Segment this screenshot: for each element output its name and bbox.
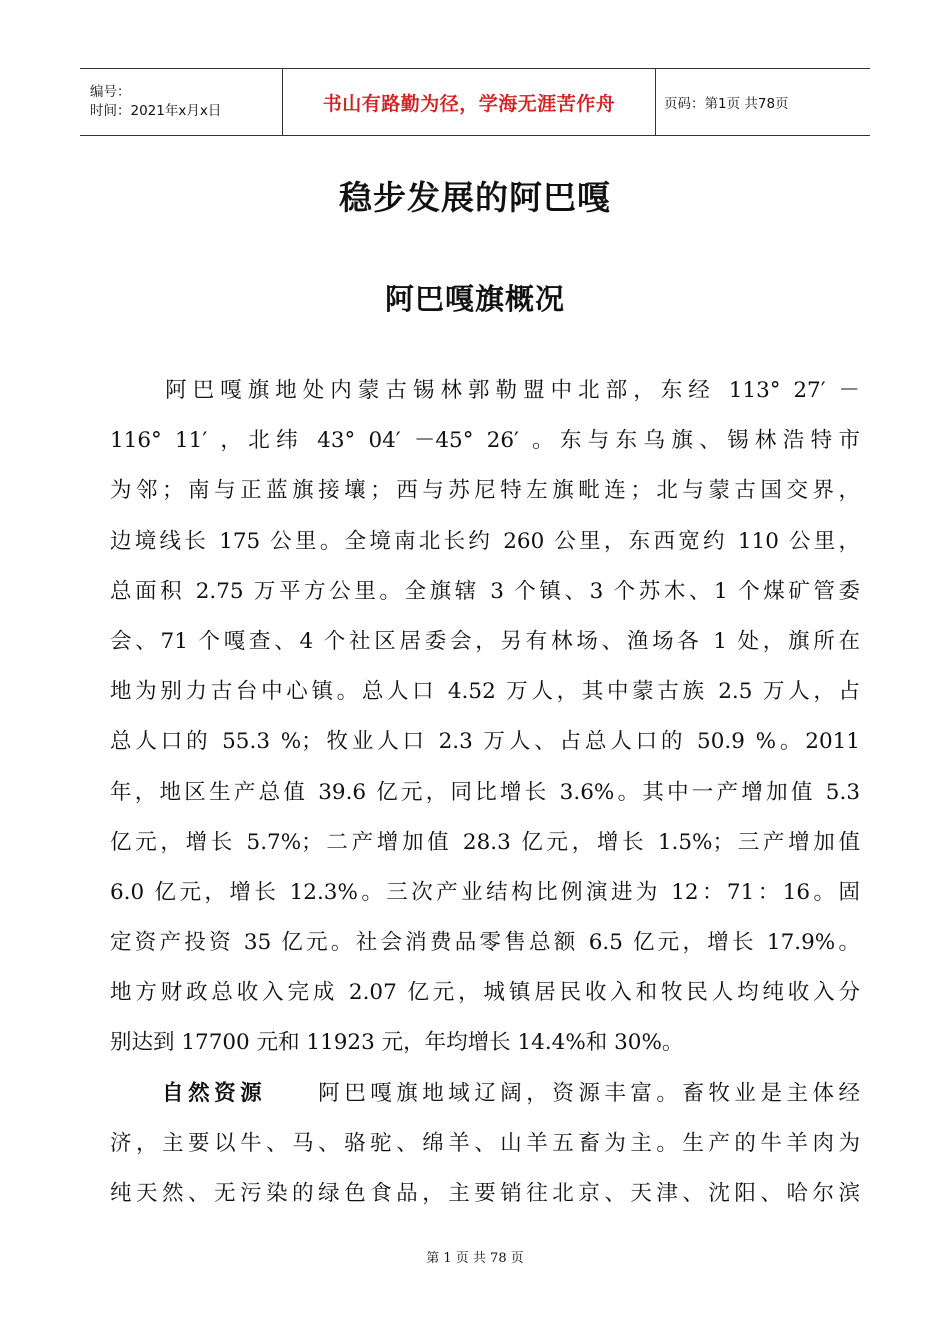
- page-footer: 第 1 页 共 78 页: [426, 1251, 524, 1266]
- body-line: 总面积 2.75 万平方公里。全旗辖 3 个镇、3 个苏木、1 个煤矿管委: [110, 578, 860, 604]
- document-title: 稳步发展的阿巴嘎: [339, 178, 611, 217]
- section2-heading: 自然资源: [162, 1080, 267, 1106]
- page-info-text: 页码：第1页 共78页: [664, 96, 789, 112]
- section-title: 阿巴嘎旗概况: [384, 282, 565, 316]
- number-label: 编号：: [90, 84, 131, 100]
- body-line: 总人口的 55.3 %；牧业人口 2.3 万人、占总人口的 50.9 %。2011: [110, 729, 860, 755]
- motto-text: 书山有路勤为径，学海无涯苦作舟: [322, 92, 616, 115]
- body-line: 6.0 亿元，增长 12.3%。三次产业结构比例演进为 12：71：16。固: [110, 879, 860, 905]
- body-line: 116° 11′ ，北纬 43° 04′ －45° 26′ 。东与东乌旗、锡林浩特市: [110, 428, 860, 454]
- body-line: 济，主要以牛、马、骆驼、绵羊、山羊五畜为主。生产的牛羊肉为: [110, 1130, 860, 1156]
- section2-first-line: [110, 1076, 860, 1126]
- body-line: 定资产投资 35 亿元。社会消费品零售总额 6.5 亿元，增长 17.9%。: [110, 930, 860, 956]
- header-meta: [80, 69, 282, 135]
- body-line: 会、71 个嘎查、4 个社区居委会，另有林场、渔场各 1 处，旗所在: [110, 628, 860, 654]
- body-line: 别达到 17700 元和 11923 元，年均增长 14.4%和 30%。: [110, 1030, 684, 1056]
- body-line: 为邻；南与正蓝旗接壤；西与苏尼特左旗毗连；北与蒙古国交界，: [110, 478, 860, 504]
- page-header: [80, 68, 870, 136]
- body-line: 地方财政总收入完成 2.07 亿元，城镇居民收入和牧民人均纯收入分: [110, 980, 860, 1006]
- body-line: 边境线长 175 公里。全境南北长约 260 公里，东西宽约 110 公里，: [110, 528, 860, 554]
- section2-first-text: 阿巴嘎旗地域辽阔，资源丰富。畜牧业是主体经: [318, 1080, 860, 1106]
- document-body: [110, 373, 860, 1226]
- body-line: 年，地区生产总值 39.6 亿元，同比增长 3.6%。其中一产增加值 5.3: [110, 779, 860, 805]
- body-line: 纯天然、无污染的绿色食品，主要销往北京、天津、沈阳、哈尔滨: [110, 1181, 860, 1206]
- header-motto-cell: [282, 69, 656, 135]
- body-line: 阿巴嘎旗地处内蒙古锡林郭勒盟中北部，东经 113° 27′ －: [110, 378, 860, 403]
- header-page-info: [656, 69, 870, 135]
- body-line: 地为别力古台中心镇。总人口 4.52 万人，其中蒙古族 2.5 万人，占: [110, 679, 860, 705]
- time-label: 时间：2021年x月x日: [90, 103, 222, 119]
- body-line: 亿元，增长 5.7%；二产增加值 28.3 亿元，增长 1.5%；三产增加值: [110, 829, 860, 855]
